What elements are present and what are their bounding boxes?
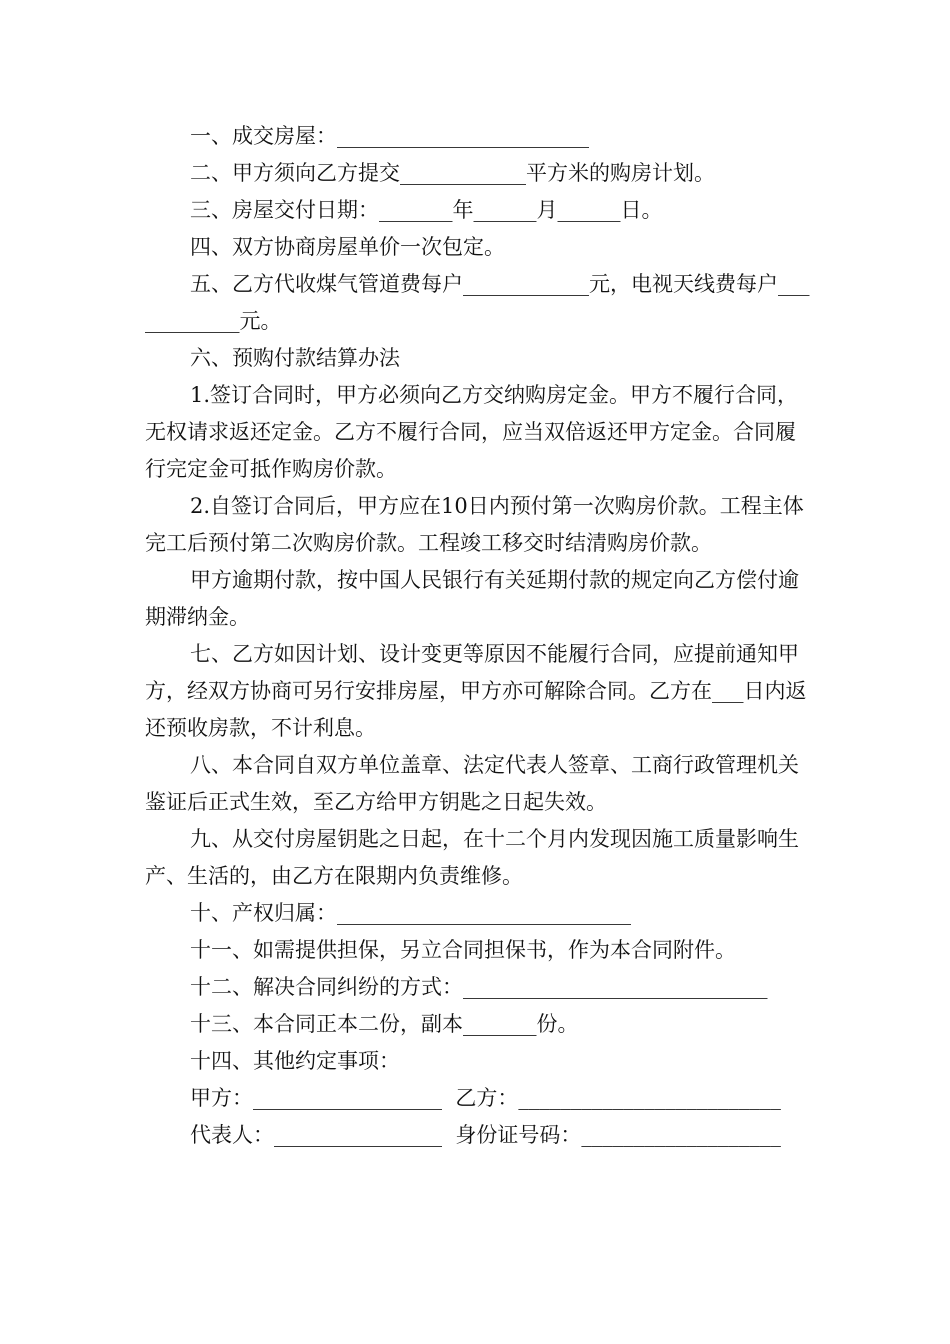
- clause-13-copies: 十三、本合同正本二份，副本_______份。: [190, 1012, 579, 1036]
- representative-id-line: 代表人：________________ 身份证号码：___________________: [190, 1123, 781, 1147]
- clause-5-gas-tv-fees: 五、乙方代收煤气管道费每户____________元，电视天线费每户____________元。: [145, 272, 810, 333]
- clause-1-transaction-property: 一、成交房屋：________________________: [190, 124, 589, 148]
- clause-12-dispute-resolution: 十二、解决合同纠纷的方式：_____________________________: [190, 975, 768, 999]
- clause-4-unit-price: 四、双方协商房屋单价一次包定。: [190, 235, 505, 259]
- clause-9-maintenance: 九、从交付房屋钥匙之日起，在十二个月内发现因施工质量影响生产、生活的，由乙方在限期内负责维修。: [145, 827, 799, 888]
- clause-6-item-1: 1.签订合同时，甲方必须向乙方交纳购房定金。甲方不履行合同，无权请求返还定金。乙方不履行合同，应当双倍返还甲方定金。合同履行完定金可抵作购房价款。: [145, 383, 799, 481]
- clause-11-guarantee: 十一、如需提供担保，另立合同担保书，作为本合同附件。: [190, 938, 736, 962]
- clause-2-purchase-plan: 二、甲方须向乙方提交____________平方米的购房计划。: [190, 161, 715, 185]
- clause-10-ownership: 十、产权归属：____________________________: [190, 901, 631, 925]
- contract-body: [145, 118, 810, 1154]
- clause-6-heading: 六、预购付款结算办法: [190, 346, 400, 370]
- clause-6-late-payment: 甲方逾期付款，按中国人民银行有关延期付款的规定向乙方偿付逾期滞纳金。: [145, 568, 799, 629]
- party-signature-line: 甲方：__________________ 乙方：_________________________: [190, 1086, 781, 1110]
- clause-8-effectiveness: 八、本合同自双方单位盖章、法定代表人签章、工商行政管理机关鉴证后正式生效，至乙方给甲方钥匙之日起失效。: [145, 753, 799, 814]
- clause-3-delivery-date: 三、房屋交付日期：_______年______月______日。: [190, 198, 663, 222]
- clause-7-termination: 七、乙方如因计划、设计变更等原因不能履行合同，应提前通知甲方，经双方协商可另行安排房屋，甲方亦可解除合同。乙方在___日内返还预收房款，不计利息。: [145, 642, 807, 740]
- clause-14-other-matters: 十四、其他约定事项：: [190, 1049, 400, 1073]
- clause-6-item-2: 2.自签订合同后，甲方应在10日内预付第一次购房价款。工程主体完工后预付第二次购房价款。工程竣工移交时结清购房价款。: [145, 494, 804, 555]
